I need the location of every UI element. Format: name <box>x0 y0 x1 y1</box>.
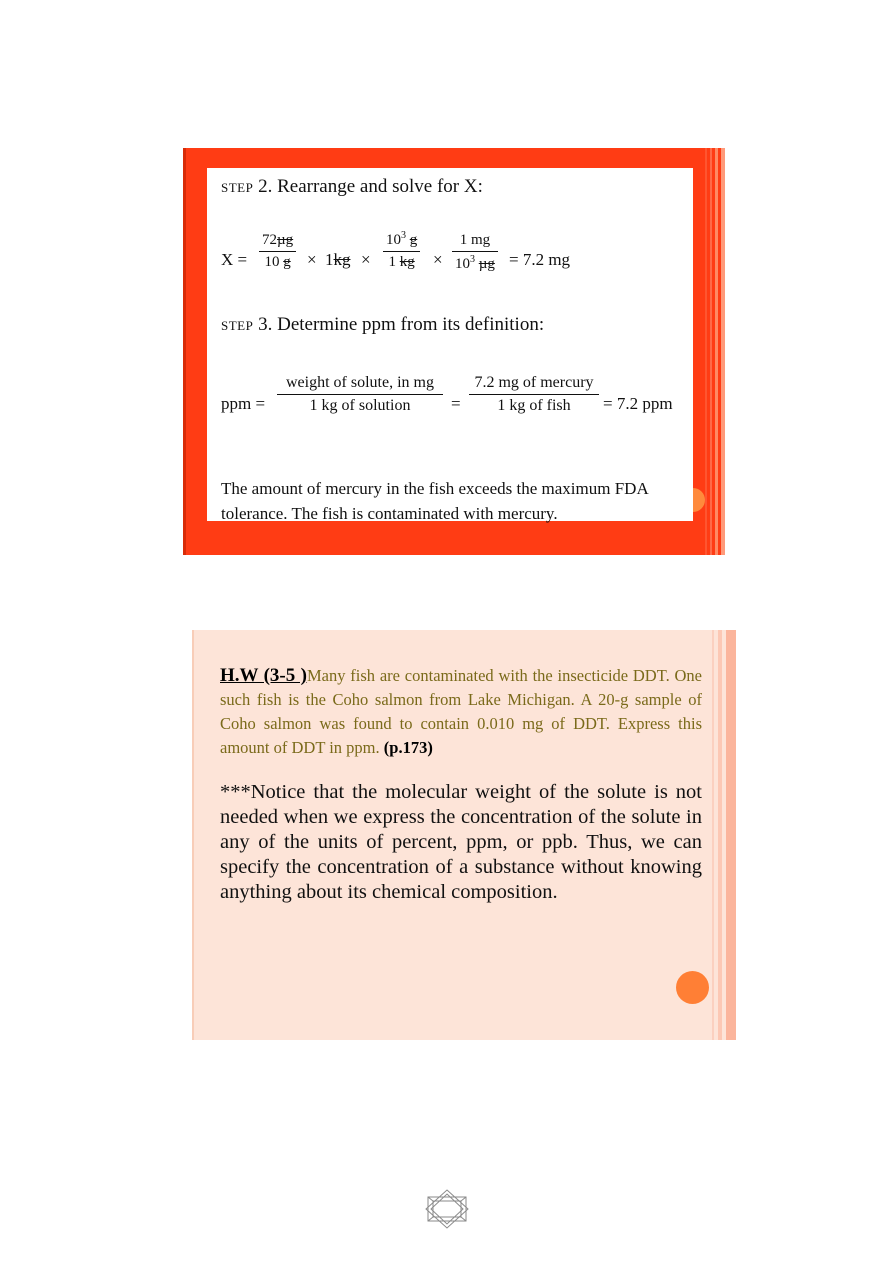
conclusion-text: The amount of mercury in the fish exceeds the maximum FDA tolerance. The fish is contaminated with mercury. <box>221 479 648 523</box>
step3-heading: STEP 3. Determine ppm from its definition: <box>221 314 545 335</box>
slide2-text-block <box>220 664 702 905</box>
eq2-fraction-1: weight of solute, in mg 1 kg of solution <box>277 374 443 415</box>
page-reference: (p.173) <box>383 738 433 757</box>
eq1-fraction-3: 1 mg $10^3$ µg <box>452 232 498 273</box>
homework-text: Many fish are contaminated with the insecticide DDT. One such fish is the Coho salmon from Lake Michigan. A 20-g sample of Coho salmon was found to contain 0.010 mg of DDT. Express this amount of DDT in ppm. <box>220 666 702 757</box>
eq1-result: = 7.2 mg <box>509 250 571 269</box>
slide-homework <box>192 630 736 1040</box>
eq2-equals: = <box>451 394 461 413</box>
eq1-fraction-2: $10^3$ g 1 kg <box>383 230 420 271</box>
eq1-times-2: × <box>361 250 371 269</box>
page-ornament-icon <box>424 1189 470 1229</box>
slide-mercury-solution <box>183 148 725 555</box>
eq1-mid-term: 1kg <box>325 250 351 269</box>
eq1-times-3: × <box>433 250 443 269</box>
eq2-lhs: ppm = <box>221 394 266 413</box>
notice-paragraph: ***Notice that the molecular weight of the solute is not needed when we express the concentration of the solute in any of the units of percent, ppm, or ppb. Thus, we can specify the concentration of a substance without knowing anything about its chemical composition. <box>220 781 702 903</box>
slide2-stripe <box>192 630 194 1040</box>
eq2-fraction-2: 7.2 mg of mercury 1 kg of fish <box>469 374 599 415</box>
homework-problem <box>220 664 702 760</box>
slide2-stripe <box>718 630 722 1040</box>
slide-accent-dot <box>676 971 709 1004</box>
slide-right-stripes <box>701 148 725 555</box>
slide2-stripe <box>726 630 736 1040</box>
slide-left-edge <box>183 148 186 555</box>
solution-panel <box>207 168 693 521</box>
eq1-fraction-1: 72µg 10 g <box>259 232 296 271</box>
eq1-lhs: X = <box>221 250 248 269</box>
eq2-result: = 7.2 ppm <box>603 394 673 413</box>
eq1-times-1: × <box>307 250 317 269</box>
slide2-stripe <box>712 630 714 1040</box>
homework-heading: H.W (3-5 ) <box>220 665 308 686</box>
step2-heading: STEP 2. Rearrange and solve for X: <box>221 176 483 197</box>
